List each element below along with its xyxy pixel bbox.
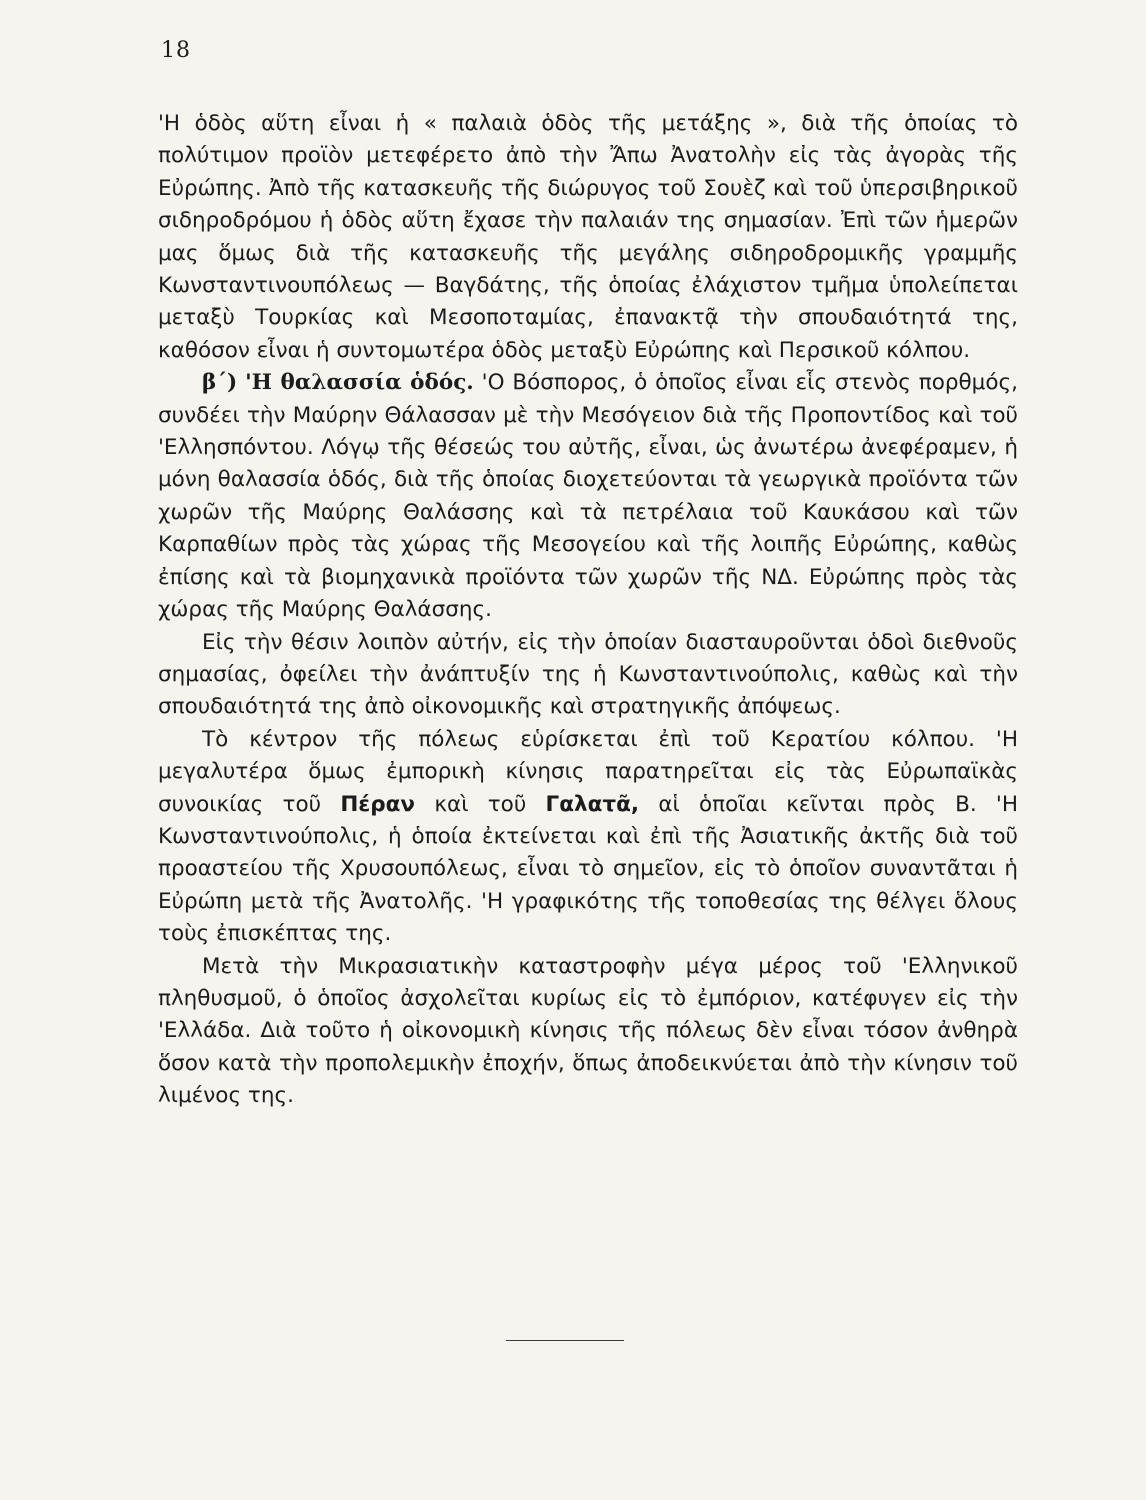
page-number: 18 (161, 38, 191, 63)
section-heading: 'Η θαλασσία ὁδός. (245, 370, 474, 396)
section-divider (506, 1340, 624, 1341)
section-label: β΄) (202, 370, 238, 396)
paragraph-city-center (158, 724, 1018, 951)
place-name-peran: Πέραν (340, 791, 416, 817)
paragraph-text: 'Ο Βόσπορος, ὁ ὁποῖος εἶναι εἷς στενὸς πορθμός, συνδέει τὴν Μαύρην Θάλασσαν μὲ τὴν Μεσόγειον διὰ τῆς Προποντίδος καὶ τοῦ 'Ελλησπόντου. Λόγῳ τῆς θέσεώς του αὐτῆς, εἶναι, ὡς ἀνωτέρω ἀνεφέραμεν, ἡ μόνη θαλασσία ὁδός, διὰ τῆς ὁποίας διοχετεύονται τὰ γεωργικὰ προϊόντα τῶν χωρῶν τῆς Μαύρης Θαλάσσης καὶ τὰ πετρέλαια τοῦ Καυκάσου καὶ τῶν Καρπαθίων πρὸς τὰς χώρας τῆς Μεσογείου καὶ τῆς λοιπῆς Εὐρώπης, καθὼς ἐπίσης καὶ τὰ βιομηχανικὰ προϊόντα τῶν χωρῶν τῆς ΝΔ. Εὐρώπης πρὸς τὰς χώρας τῆς Μαύρης Θαλάσσης. (158, 370, 1018, 623)
paragraph-text: καὶ τοῦ (434, 791, 527, 817)
paragraph-silk-road: 'Η ὁδὸς αὕτη εἶναι ἡ « παλαιὰ ὁδὸς τῆς μετάξης », διὰ τῆς ὁποίας τὸ πολύτιμον προϊὸν μετεφέρετο ἀπὸ τὴν Ἄπω Ἀνατολὴν εἰς τὰς ἀγορὰς τῆς Εὐρώπης. Ἀπὸ τῆς κατασκευῆς τῆς διώρυγος τοῦ Σουὲζ καὶ τοῦ ὑπερσιβηρικοῦ σιδηροδρόμου ἡ ὁδὸς αὕτη ἔχασε τὴν παλαιάν της σημασίαν. Ἐπὶ τῶν ἡμερῶν μας ὅμως διὰ τῆς κατασκευῆς τῆς μεγάλης σιδηροδρομικῆς γραμμῆς Κωνσταντινουπόλεως — Βαγδάτης, τῆς ὁποίας ἐλάχιστον τμῆμα ὑπολείπεται μεταξὺ Τουρκίας καὶ Μεσοποταμίας, ἐπανακτᾷ τὴν σπουδαιότητά της, καθόσον εἶναι ἡ συντομωτέρα ὁδὸς μεταξὺ Εὐρώπης καὶ Περσικοῦ κόλπου. (158, 111, 1018, 363)
paragraph-text: αἱ ὁποῖαι κεῖνται πρὸς Β. 'Η Κωνσταντινούπολις, ἡ ὁποία ἐκτείνεται καὶ ἐπὶ τῆς Ἀσιατικῆς ἀκτῆς διὰ τοῦ προαστείου τῆς Χρυσουπόλεως, εἶναι τὸ σημεῖον, εἰς τὸ ὁποῖον συναντᾶται ἡ Εὐρώπη μετὰ τῆς Ἀνατολῆς. 'Η γραφικότης τῆς τοποθεσίας της θέλγει ὅλους τοὺς ἐπισκέπτας της. (158, 791, 1019, 947)
paragraph-position: Εἰς τὴν θέσιν λοιπὸν αὐτήν, εἰς τὴν ὁποίαν διασταυροῦνται ὁδοὶ διεθνοῦς σημασίας, ὀφείλει τὴν ἀνάπτυξίν της ἡ Κωνσταντινούπολις, καθὼς καὶ τὴν σπουδαιότητά της ἀπὸ οἰκονομικῆς καὶ στρατηγικῆς ἀπόψεως. (158, 629, 1018, 720)
paragraph-text: Τὸ κέντρον τῆς πόλεως εὑρίσκεται ἐπὶ τοῦ Κερατίου κόλπου. 'Η μεγαλυτέρα ὅμως ἐμπορικὴ κίνησις παρατηρεῖται εἰς τὰς Εὐρωπαϊκὰς συνοικίας τοῦ (158, 726, 1018, 817)
place-name-galata: Γαλατᾶ, (545, 791, 640, 817)
paragraph-sea-route (158, 367, 1018, 626)
page-body (158, 108, 1018, 1113)
paragraph-catastrophe: Μετὰ τὴν Μικρασιατικὴν καταστροφὴν μέγα μέρος τοῦ 'Ελληνικοῦ πληθυσμοῦ, ὁ ὁποῖος ἀσχολεῖται κυρίως εἰς τὸ ἐμπόριον, κατέφυγεν εἰς τὴν 'Ελλάδα. Διὰ τοῦτο ἡ οἰκονομικὴ κίνησις τῆς πόλεως δὲν εἶναι τόσον ἀνθηρὰ ὅσον κατὰ τὴν προπολεμικὴν ἐποχήν, ὅπως ἀποδεικνύεται ἀπὸ τὴν κίνησιν τοῦ λιμένος της. (158, 953, 1018, 1109)
